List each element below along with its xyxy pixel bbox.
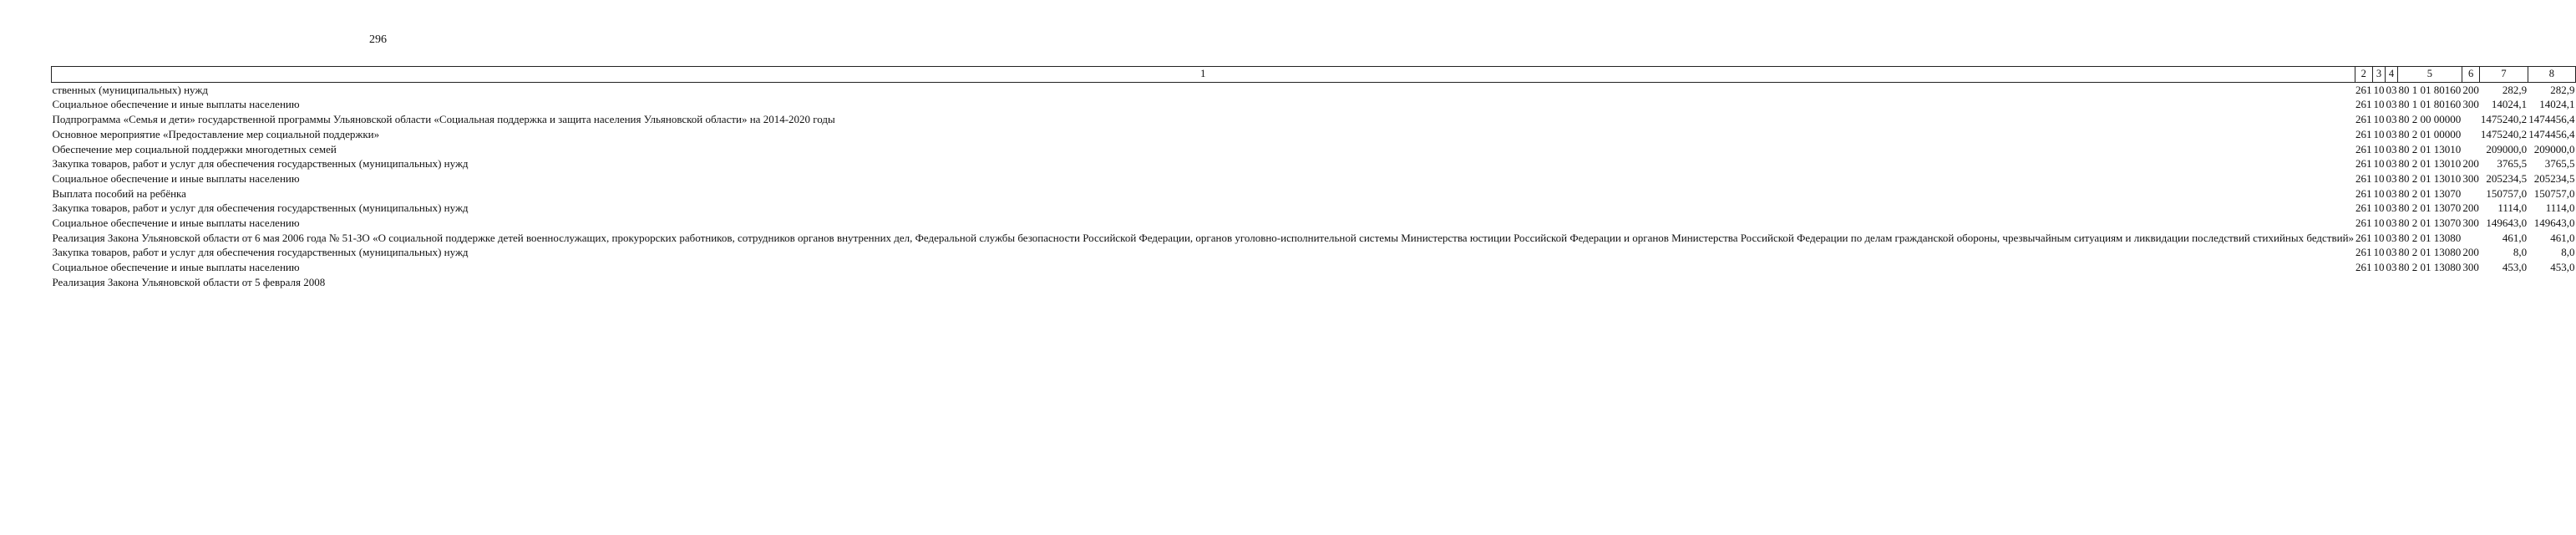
row-code-admin: 261 <box>2355 127 2372 140</box>
row-amount-year1: 205234,5 <box>2486 171 2528 185</box>
row-amount-year1: 1114,0 <box>2497 201 2528 215</box>
row-code-admin: 261 <box>2355 231 2372 244</box>
row-amount-year1: 209000,0 <box>2486 142 2528 155</box>
row-code-admin: 261 <box>2355 98 2372 111</box>
row-code-subsection: 03 <box>2386 201 2397 215</box>
row-code-section <box>2373 275 2386 290</box>
row-code-target: 80 2 01 00000 <box>2398 127 2462 140</box>
row-amount-year1: 1475240,2 <box>2480 113 2528 126</box>
page-number: 296 <box>369 33 387 46</box>
row-amount-year2: 8,0 <box>2561 246 2575 259</box>
row-code-subsection: 03 <box>2386 186 2397 200</box>
row-code-expense-type: 300 <box>2462 98 2479 111</box>
row-code-target: 80 2 01 13010 <box>2398 171 2462 185</box>
row-code-subsection <box>2386 275 2398 290</box>
row-description: Закупка товаров, работ и услуг для обеспечения государственных (муниципальных) нужд <box>52 246 469 259</box>
row-code-expense-type: 200 <box>2462 83 2479 96</box>
header-col-2: 2 <box>2355 67 2373 83</box>
row-code-expense-type: 300 <box>2462 171 2479 185</box>
row-description: Социальное обеспечение и иные выплаты населению <box>52 261 300 274</box>
row-code-section: 10 <box>2373 127 2385 140</box>
table-row <box>52 82 2576 97</box>
table-row <box>52 171 2576 186</box>
row-code-section: 10 <box>2373 142 2385 155</box>
row-description: Обеспечение мер социальной поддержки многодетных семей <box>52 142 337 155</box>
row-code-target: 80 2 01 13080 <box>2398 246 2462 259</box>
row-code-admin: 261 <box>2355 217 2372 230</box>
row-code-expense-type: 200 <box>2462 201 2479 215</box>
header-col-6: 6 <box>2462 67 2480 83</box>
row-code-expense-type <box>2462 231 2480 246</box>
row-code-subsection: 03 <box>2386 261 2397 274</box>
row-description: Закупка товаров, работ и услуг для обеспечения государственных (муниципальных) нужд <box>52 201 469 215</box>
row-code-target: 80 1 01 80160 <box>2398 83 2462 96</box>
row-code-expense-type <box>2462 142 2480 157</box>
row-code-section: 10 <box>2373 157 2385 171</box>
row-code-target: 80 2 01 13070 <box>2398 201 2462 215</box>
row-amount-year1: 282,9 <box>2502 83 2528 96</box>
table-row <box>52 245 2576 260</box>
row-amount-year1: 8,0 <box>2513 246 2528 259</box>
table-row <box>52 186 2576 201</box>
row-description: Реализация Закона Ульяновской области от 6 мая 2006 года № 51-ЗО «О социальной поддержке детей военнослужащих, прокурорских работников, сотрудников органов внутренних дел, Федеральной службы безопасности Российской Федерации, органов уголовно-исполнительной системы Министерства юстиции Российской Федерации и органов Министерства Российской Федерации по делам гражданской обороны, чрезвычайным ситуациям и ликвидации последствий стихийных бедствий» <box>52 231 2355 244</box>
row-description: Выплата пособий на ребёнка <box>52 186 186 200</box>
row-code-subsection: 03 <box>2386 113 2397 126</box>
row-code-subsection: 03 <box>2386 171 2397 185</box>
row-code-section: 10 <box>2373 113 2385 126</box>
header-col-1: 1 <box>52 67 2355 83</box>
table-body <box>52 82 2576 289</box>
row-amount-year1: 453,0 <box>2502 261 2528 274</box>
row-code-admin: 261 <box>2355 113 2372 126</box>
row-amount-year1: 150757,0 <box>2486 186 2528 200</box>
row-amount-year1: 3765,5 <box>2497 157 2528 171</box>
row-description: Социальное обеспечение и иные выплаты населению <box>52 171 300 185</box>
row-code-admin: 261 <box>2355 83 2372 96</box>
row-code-subsection: 03 <box>2386 157 2397 171</box>
row-code-section: 10 <box>2373 186 2385 200</box>
row-code-expense-type: 300 <box>2462 217 2479 230</box>
row-amount-year2: 14024,1 <box>2539 98 2575 111</box>
row-code-section: 10 <box>2373 201 2385 215</box>
row-amount-year2: 1114,0 <box>2545 201 2575 215</box>
row-code-expense-type: 200 <box>2462 157 2479 171</box>
header-col-5: 5 <box>2398 67 2462 83</box>
row-code-target: 80 2 01 13070 <box>2398 186 2462 200</box>
row-code-section: 10 <box>2373 171 2385 185</box>
table-row <box>52 156 2576 171</box>
table-row <box>52 260 2576 275</box>
row-amount-year2: 3765,5 <box>2544 157 2575 171</box>
row-code-subsection: 03 <box>2386 246 2397 259</box>
table-row <box>52 112 2576 127</box>
row-code-admin: 261 <box>2355 142 2372 155</box>
row-code-subsection: 03 <box>2386 217 2397 230</box>
row-code-section: 10 <box>2373 83 2385 96</box>
header-col-4: 4 <box>2386 67 2398 83</box>
row-code-admin: 261 <box>2355 171 2372 185</box>
row-description: Социальное обеспечение и иные выплаты населению <box>52 217 300 230</box>
row-code-subsection: 03 <box>2386 127 2397 140</box>
row-amount-year2: 1474456,4 <box>2528 113 2575 126</box>
row-amount-year2: 150757,0 <box>2533 186 2575 200</box>
row-code-admin: 261 <box>2355 261 2372 274</box>
row-code-target: 80 2 01 13080 <box>2398 231 2462 244</box>
row-code-expense-type <box>2462 112 2480 127</box>
table-row <box>52 275 2576 290</box>
table-row <box>52 97 2576 112</box>
row-code-target: 80 2 01 13070 <box>2398 217 2462 230</box>
row-code-admin: 261 <box>2355 201 2372 215</box>
row-description: Реализация Закона Ульяновской области от 5 февраля 2008 <box>52 275 326 288</box>
row-code-expense-type: 300 <box>2462 261 2479 274</box>
row-amount-year1 <box>2480 275 2528 290</box>
row-code-subsection: 03 <box>2386 142 2397 155</box>
row-code-target: 80 2 01 13010 <box>2398 142 2462 155</box>
row-code-expense-type <box>2462 186 2480 201</box>
row-amount-year2: 1474456,4 <box>2528 127 2575 140</box>
row-code-target: 80 2 00 00000 <box>2398 113 2462 126</box>
header-col-3: 3 <box>2373 67 2386 83</box>
table-row <box>52 142 2576 157</box>
row-code-expense-type <box>2462 275 2480 290</box>
row-code-target: 80 2 01 13010 <box>2398 157 2462 171</box>
row-amount-year2: 461,0 <box>2550 231 2575 244</box>
table-row <box>52 231 2576 246</box>
row-amount-year2 <box>2528 275 2575 290</box>
row-code-target: 80 1 01 80160 <box>2398 98 2462 111</box>
header-col-8: 8 <box>2528 67 2575 83</box>
budget-table <box>51 66 2576 290</box>
row-code-admin: 261 <box>2355 186 2372 200</box>
row-amount-year1: 1475240,2 <box>2480 127 2528 140</box>
header-col-7: 7 <box>2480 67 2528 83</box>
row-amount-year2: 282,9 <box>2550 83 2575 96</box>
row-code-target: 80 2 01 13080 <box>2398 261 2462 274</box>
table-row <box>52 127 2576 142</box>
row-description: Социальное обеспечение и иные выплаты населению <box>52 98 300 111</box>
table-header-row <box>52 67 2576 83</box>
table-row <box>52 201 2576 216</box>
row-code-admin: 261 <box>2355 157 2372 171</box>
row-code-section: 10 <box>2373 261 2385 274</box>
row-code-target <box>2398 275 2462 290</box>
table-row <box>52 216 2576 231</box>
row-description: ственных (муниципальных) нужд <box>52 83 208 96</box>
row-amount-year1: 14024,1 <box>2491 98 2528 111</box>
row-code-section: 10 <box>2373 231 2385 244</box>
row-code-expense-type: 200 <box>2462 246 2479 259</box>
row-description: Основное мероприятие «Предоставление мер социальной поддержки» <box>52 127 380 140</box>
row-code-section: 10 <box>2373 246 2385 259</box>
row-amount-year2: 149643,0 <box>2533 217 2575 230</box>
row-code-subsection: 03 <box>2386 98 2397 111</box>
row-code-subsection: 03 <box>2386 231 2397 244</box>
row-amount-year2: 205234,5 <box>2533 171 2575 185</box>
row-amount-year1: 149643,0 <box>2486 217 2528 230</box>
row-amount-year2: 453,0 <box>2550 261 2575 274</box>
row-code-expense-type <box>2462 127 2480 142</box>
row-code-section: 10 <box>2373 217 2385 230</box>
row-code-section: 10 <box>2373 98 2385 111</box>
row-description: Подпрограмма «Семья и дети» государственной программы Ульяновской области «Социальная поддержка и защита населения Ульяновской области» на 2014-2020 годы <box>52 113 835 126</box>
row-code-admin <box>2355 275 2373 290</box>
row-amount-year1: 461,0 <box>2502 231 2528 244</box>
row-description: Закупка товаров, работ и услуг для обеспечения государственных (муниципальных) нужд <box>52 157 469 171</box>
row-amount-year2: 209000,0 <box>2533 142 2575 155</box>
row-code-admin: 261 <box>2355 246 2372 259</box>
row-code-subsection: 03 <box>2386 83 2397 96</box>
